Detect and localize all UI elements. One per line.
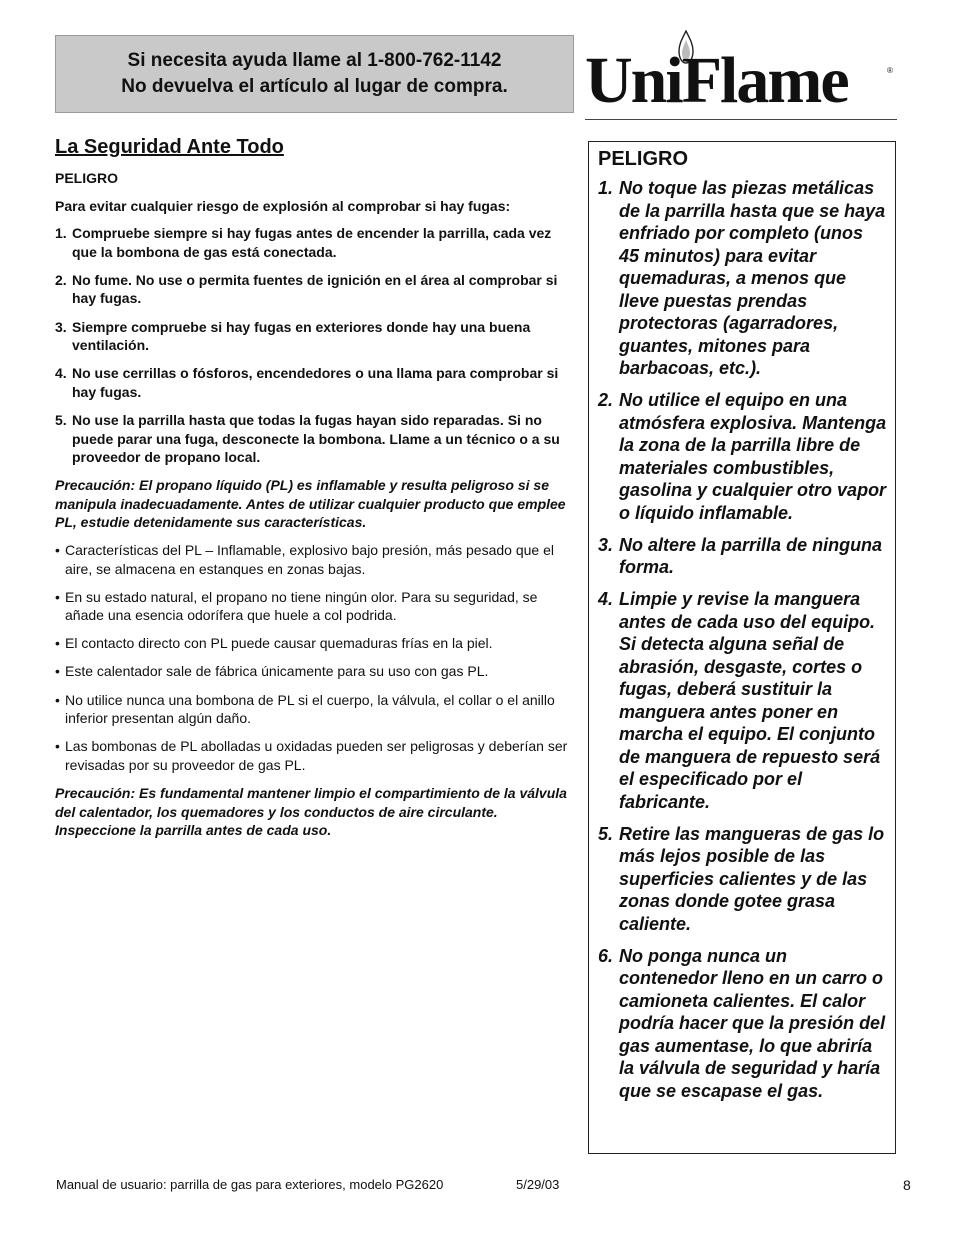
safety-column: [55, 134, 573, 849]
list-item: • No utilice nunca una bombona de PL si el cuerpo, la válvula, el collar o el anillo inferior presentan algún daño.: [55, 691, 555, 727]
page-number: 8: [903, 1177, 911, 1193]
bullet-icon: •: [55, 663, 60, 680]
leak-intro: Para evitar cualquier riesgo de explosión al comprobar si hay fugas:: [55, 197, 511, 214]
header-rule: [585, 119, 897, 120]
bullet-icon: •: [55, 635, 60, 652]
danger-box-title: PELIGRO: [598, 148, 689, 170]
danger-list: [598, 177, 887, 1102]
bullet-icon: •: [55, 738, 60, 755]
list-item: 1. Compruebe siempre si hay fugas antes de encender la parrilla, cada vez que la bombona de gas está conectada.: [55, 225, 552, 260]
help-banner: [55, 35, 574, 113]
uniflame-logo: [585, 30, 900, 115]
footer-manual-title: Manual de usuario: parrilla de gas para exteriores, modelo PG2620: [56, 1177, 444, 1192]
caution-cleaning: Precaución: Es fundamental mantener limpio el compartimiento de la válvula del calentador, los quemadores y los conductos de aire circulante. Inspeccione la parrilla antes de cada uso.: [55, 784, 567, 839]
list-item: • Este calentador sale de fábrica únicamente para su uso con gas PL.: [55, 663, 489, 680]
bullet-icon: •: [55, 542, 60, 558]
leak-check-list: [55, 224, 573, 467]
list-item: 2. No utilice el equipo en una atmósfera explosiva. Mantenga la zona de la parrilla libre de materiales combustibles, gasolina y cualquier otro vapor o líquido inflamable.: [598, 390, 887, 523]
registered-mark: ®: [887, 66, 893, 75]
danger-label: PELIGRO: [55, 170, 119, 186]
footer-date: 5/29/03: [516, 1177, 560, 1192]
logo-wordmark: UniFlame: [585, 44, 848, 117]
list-item: 4. No use cerrillas o fósforos, encendedores o una llama para comprobar si hay fugas.: [55, 365, 559, 400]
caution-propane: Precaución: El propano líquido (PL) es inflamable y resulta peligroso si se manipula inadecuadamente. Antes de utilizar cualquier producto que emplee PL, estudie detenidamente sus características.: [55, 477, 566, 531]
list-item: 2. No fume. No use o permita fuentes de ignición en el área al comprobar si hay fugas.: [55, 271, 558, 307]
bullet-icon: •: [55, 588, 60, 605]
list-item: • Las bombonas de PL abolladas u oxidadas pueden ser peligrosas y deberían ser revisadas por su proveedor de gas PL.: [55, 738, 568, 773]
help-phone-line: Si necesita ayuda llame al 1-800-762-1142: [127, 50, 502, 71]
list-item: 6. No ponga nunca un contenedor lleno en un carro o camioneta calientes. El calor podría hacer que la presión del gas aumentase, lo que abriría la válvula de seguridad y haría que se escapase el gas.: [598, 945, 886, 1101]
help-return-line: No devuelva el artículo al lugar de compra.: [121, 76, 508, 97]
danger-box: [588, 141, 896, 1154]
list-item: 1. No toque las piezas metálicas de la parrilla hasta que se haya enfriado por completo (unos 45 minutos) para evitar quemaduras, a menos que lleve puestas prendas protectoras (agarradores, guantes, mitones para barbacoas, etc.).: [598, 178, 886, 378]
list-item: • El contacto directo con PL puede causar quemaduras frías en la piel.: [55, 635, 493, 652]
bullet-icon: •: [55, 691, 60, 708]
section-title: La Seguridad Ante Todo: [55, 136, 284, 158]
list-item: 5. No use la parrilla hasta que todas la fugas hayan sido reparadas. Si no puede parar una fuga, desconecte la bombona. Llame a un técnico o a su proveedor de propano local.: [55, 411, 560, 466]
list-item: • En su estado natural, el propano no tiene ningún olor. Para su seguridad, se añade una esencia odorífera que huele a col podrida.: [55, 588, 538, 624]
list-item: 3. No altere la parrilla de ninguna forma.: [598, 534, 883, 577]
list-item: 3. Siempre compruebe si hay fugas en exteriores donde hay una buena ventilación.: [55, 318, 531, 354]
list-item: 4. Limpie y revise la manguera antes de cada uso del equipo. Si detecta alguna señal de abrasión, desgaste, cortes o fugas, deberá sustituir la manguera antes poner en marcha el equipo. El conjunto de manguera de repuesto será el especificado por el fabricante.: [598, 589, 881, 812]
list-item: • Características del PL – Inflamable, explosivo bajo presión, más pesado que el aire, se almacena en estanques en zonas bajas.: [55, 542, 554, 577]
propane-facts-list: [55, 541, 573, 774]
list-item: 5. Retire las mangueras de gas lo más lejos posible de las superficies calientes y de las zonas donde gotee grasa caliente.: [598, 823, 885, 934]
